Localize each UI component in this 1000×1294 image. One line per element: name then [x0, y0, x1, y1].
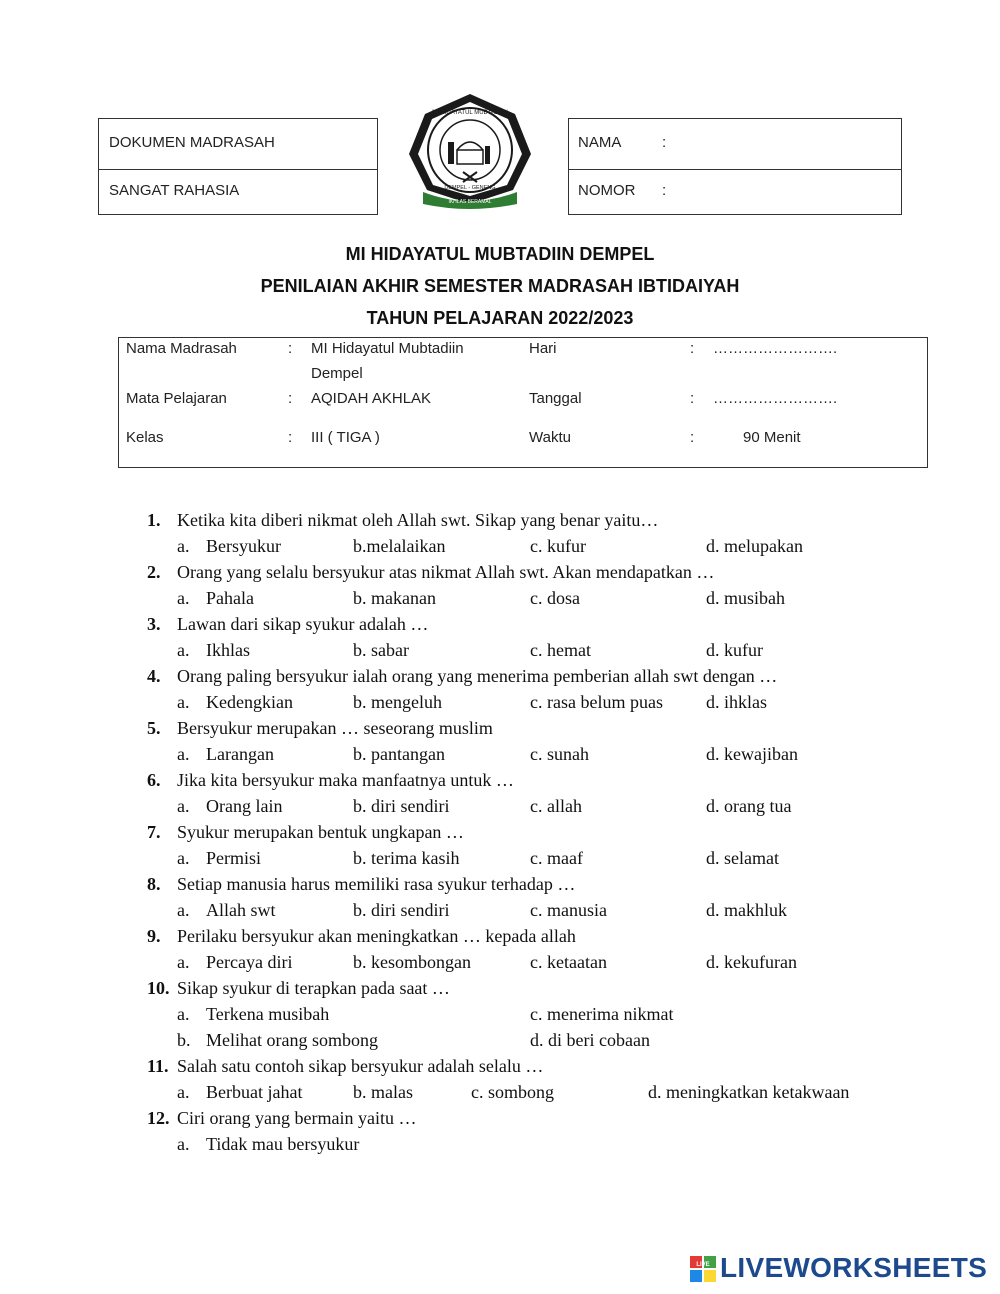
option-a[interactable]: Bersyukur [206, 536, 281, 556]
question-text: Bersyukur merupakan … seseorang muslim [177, 718, 493, 738]
option-c[interactable]: c. hemat [530, 640, 591, 660]
question-number: 12. [147, 1108, 170, 1128]
info-label-hari: Hari [529, 340, 557, 357]
logo-sub-text: DEMPEL - GENENG [444, 185, 496, 191]
question-text: Sikap syukur di terapkan pada saat … [177, 978, 450, 998]
option-b[interactable]: b. mengeluh [353, 692, 442, 712]
option-letter: a. [177, 744, 190, 764]
option-c[interactable]: c. allah [530, 796, 582, 816]
option-a[interactable]: Berbuat jahat [206, 1082, 303, 1102]
logo-ribbon-text: IKHLAS BERAMAL [448, 199, 492, 205]
question-text: Jika kita bersyukur maka manfaatnya untuk … [177, 770, 514, 790]
option-b[interactable]: b. pantangan [353, 744, 445, 764]
info-value-tanggal: ……………………. [713, 390, 838, 407]
question-text: Setiap manusia harus memiliki rasa syukur terhadap … [177, 874, 576, 894]
option-c[interactable]: c. rasa belum puas [530, 692, 663, 712]
option-letter: a. [177, 640, 190, 660]
option-b[interactable]: b.melalaikan [353, 536, 446, 556]
option-c[interactable]: c. dosa [530, 588, 580, 608]
info-value-nama-madrasah: MI Hidayatul Mubtadiin [311, 340, 464, 357]
option-letter: a. [177, 588, 190, 608]
option-letter: a. [177, 900, 190, 920]
option-a[interactable]: Ikhlas [206, 640, 250, 660]
option-a[interactable]: Orang lain [206, 796, 283, 816]
option-letter: a. [177, 848, 190, 868]
question-number: 2. [147, 562, 161, 582]
info-colon: : [690, 429, 695, 446]
option-c[interactable]: c. menerima nikmat [530, 1004, 674, 1024]
question-number: 1. [147, 510, 161, 530]
nama-colon: : [662, 134, 667, 151]
info-label-waktu: Waktu [529, 429, 571, 446]
question-number: 8. [147, 874, 161, 894]
option-a[interactable]: Pahala [206, 588, 254, 608]
info-value-waktu: 90 Menit [743, 429, 801, 446]
question-number: 6. [147, 770, 161, 790]
option-a[interactable]: Kedengkian [206, 692, 293, 712]
question-text: Salah satu contoh sikap bersyukur adalah selalu … [177, 1056, 544, 1076]
info-label-tanggal: Tanggal [529, 390, 582, 407]
option-letter: a. [177, 1082, 190, 1102]
question-text: Lawan dari sikap syukur adalah … [177, 614, 429, 634]
option-d[interactable]: d. meningkatkan ketakwaan [648, 1082, 850, 1102]
question-text: Perilaku bersyukur akan meningkatkan … kepada allah [177, 926, 576, 946]
option-d[interactable]: d. makhluk [706, 900, 787, 920]
option-b[interactable]: b. sabar [353, 640, 409, 660]
nomor-label: NOMOR [578, 182, 636, 199]
doc-label: DOKUMEN MADRASAH [109, 134, 275, 151]
info-value-mapel: AQIDAH AKHLAK [311, 390, 432, 407]
question-number: 4. [147, 666, 161, 686]
nomor-colon: : [662, 182, 667, 199]
option-letter: b. [177, 1030, 191, 1050]
option-a[interactable]: Larangan [206, 744, 274, 764]
question-text: Orang paling bersyukur ialah orang yang menerima pemberian allah swt dengan … [177, 666, 778, 686]
option-c[interactable]: c. sombong [471, 1082, 554, 1102]
option-b[interactable]: b. malas [353, 1082, 413, 1102]
info-label-mapel: Mata Pelajaran [126, 390, 227, 407]
logo-arc-text: MI HIDAYATUL MUBTADI'IN [432, 110, 508, 116]
info-colon: : [288, 429, 293, 446]
option-d[interactable]: d. kekufuran [706, 952, 797, 972]
option-a[interactable]: Allah swt [206, 900, 276, 920]
option-d[interactable]: d. selamat [706, 848, 779, 868]
info-value-hari: ……………………. [713, 340, 838, 357]
option-d[interactable]: d. kewajiban [706, 744, 798, 764]
info-colon: : [288, 340, 293, 357]
option-a[interactable]: Percaya diri [206, 952, 293, 972]
question-number: 5. [147, 718, 161, 738]
info-label-nama-madrasah: Nama Madrasah [126, 340, 237, 357]
question-number: 11. [147, 1056, 169, 1076]
option-letter: a. [177, 536, 190, 556]
info-value-kelas: III ( TIGA ) [311, 429, 380, 446]
option-c[interactable]: c. maaf [530, 848, 583, 868]
option-letter: a. [177, 1004, 190, 1024]
question-text: Syukur merupakan bentuk ungkapan … [177, 822, 464, 842]
option-b[interactable]: b. terima kasih [353, 848, 460, 868]
live-badge-icon [690, 1256, 716, 1282]
option-letter: a. [177, 796, 190, 816]
question-number: 7. [147, 822, 161, 842]
nama-label: NAMA [578, 134, 622, 151]
option-b[interactable]: b. makanan [353, 588, 436, 608]
option-d[interactable]: d. orang tua [706, 796, 792, 816]
option-c[interactable]: c. ketaatan [530, 952, 607, 972]
option-a[interactable]: Tidak mau bersyukur [206, 1134, 360, 1154]
option-b[interactable]: b. diri sendiri [353, 900, 450, 920]
brand-name: LIVEWORKSHEETS [720, 1252, 988, 1283]
option-c[interactable]: c. sunah [530, 744, 589, 764]
school-logo [405, 92, 535, 210]
page-title-exam: PENILAIAN AKHIR SEMESTER MADRASAH IBTIDAIYAH [260, 276, 740, 296]
question-text: Ketika kita diberi nikmat oleh Allah swt. Sikap yang benar yaitu… [177, 510, 659, 530]
question-number: 10. [147, 978, 170, 998]
option-d[interactable]: d. melupakan [706, 536, 803, 556]
option-b[interactable]: b. diri sendiri [353, 796, 450, 816]
option-a[interactable]: Terkena musibah [206, 1004, 330, 1024]
header-right-box [568, 118, 902, 215]
option-d[interactable]: d. kufur [706, 640, 763, 660]
live-badge-text: LIVE [696, 1262, 710, 1268]
option-b[interactable]: Melihat orang sombong [206, 1030, 378, 1050]
liveworksheets-logo [690, 1252, 990, 1286]
option-c[interactable]: c. manusia [530, 900, 607, 920]
secret-label: SANGAT RAHASIA [109, 182, 240, 199]
info-colon: : [288, 390, 293, 407]
header-left-box [98, 118, 378, 215]
option-c[interactable]: c. kufur [530, 536, 586, 556]
option-d[interactable]: d. di beri cobaan [530, 1030, 650, 1050]
info-label-kelas: Kelas [126, 429, 164, 446]
question-number: 9. [147, 926, 161, 946]
question-text: Orang yang selalu bersyukur atas nikmat Allah swt. Akan mendapatkan … [177, 562, 715, 582]
option-letter: a. [177, 692, 190, 712]
option-letter: a. [177, 952, 190, 972]
info-value-nama-madrasah-2: Dempel [311, 365, 363, 382]
option-d[interactable]: d. musibah [706, 588, 785, 608]
page-title-school: MI HIDAYATUL MUBTADIIN DEMPEL [345, 244, 655, 264]
option-b[interactable]: b. kesombongan [353, 952, 471, 972]
option-a[interactable]: Permisi [206, 848, 262, 868]
info-colon: : [690, 340, 695, 357]
question-number: 3. [147, 614, 161, 634]
option-d[interactable]: d. ihklas [706, 692, 767, 712]
page-title-year: TAHUN PELAJARAN 2022/2023 [366, 308, 634, 328]
option-letter: a. [177, 1134, 190, 1154]
info-colon: : [690, 390, 695, 407]
question-text: Ciri orang yang bermain yaitu … [177, 1108, 417, 1128]
